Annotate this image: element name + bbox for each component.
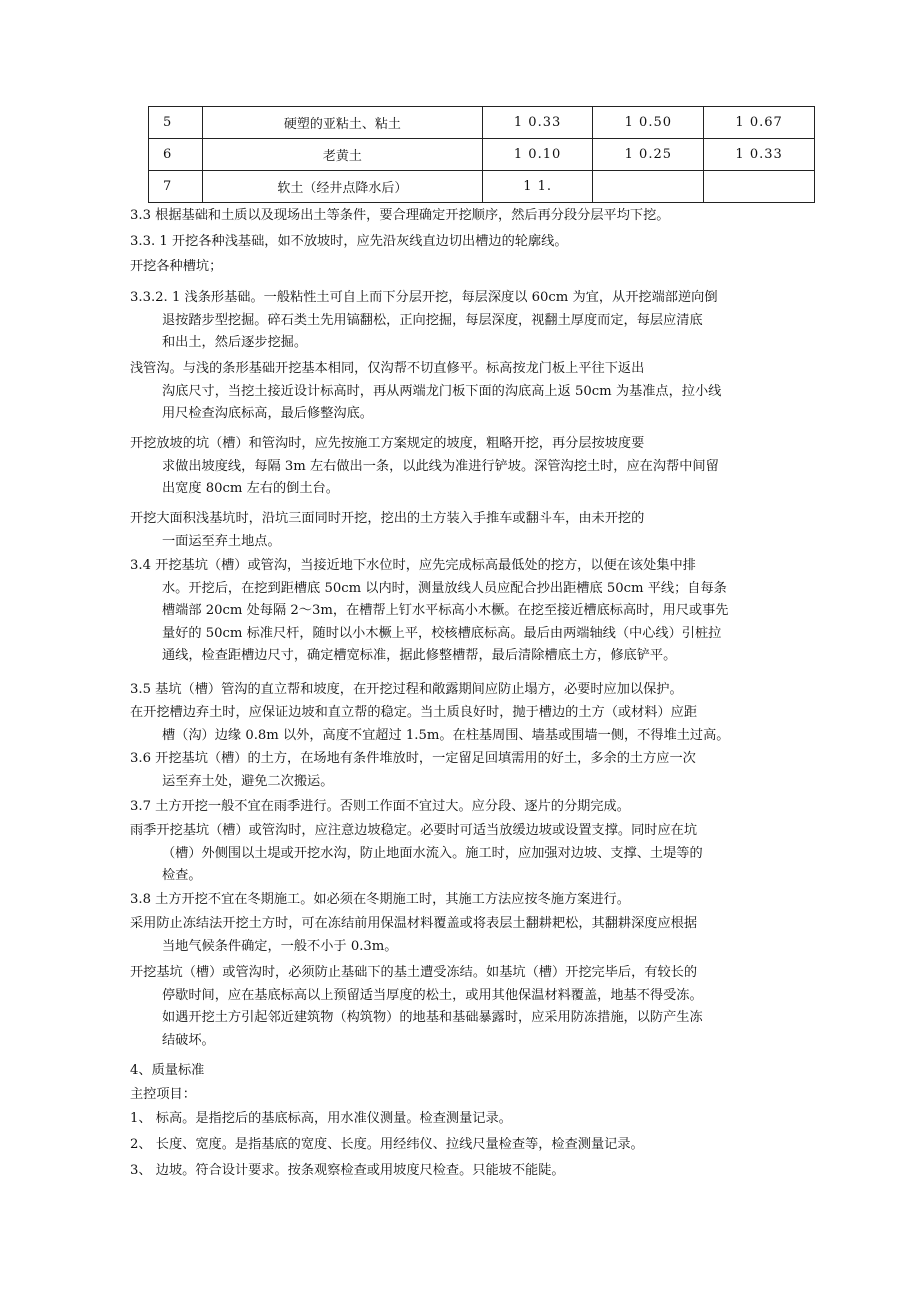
text-line: 量好的 50cm 标准尺杆，随时以小木橛上平，校核槽底标高。最后由两端轴线（中心线）引桩拉 [162,625,722,641]
table-row [149,139,815,171]
paragraph [130,889,820,912]
paragraph [130,820,820,888]
soil-type: 老黄土 [203,139,483,171]
paragraph [130,433,820,501]
text-line: 3、 边坡。符合设计要求。按条观察检查或用坡度尺检查。只能坡不能陡。 [130,1163,565,1178]
text-line: 水。开挖后，在挖到距槽底 50cm 以内时，测量放线人员应配合抄出距槽底 50cm 平线；自每条 [162,580,727,596]
paragraph [130,555,820,668]
text-line: 停歇时间，应在基底标高以上预留适当厚度的松土，或用其他保温材料覆盖，地基不得受冻。 [162,987,703,1003]
text-line: 用尺检查沟底标高，最后修整沟底。 [162,406,373,421]
text-line: 4、质量标准 [130,1063,205,1078]
text-line: 3.4 开挖基坑（槽）或管沟，当接近地下水位时，应先完成标高最低处的挖方，以便在该处集中排 [130,558,696,573]
text-line: 3.8 土方开挖不宜在冬期施工。如必须在冬期施工时，其施工方法应按冬施方案进行。 [130,892,630,907]
text-line: 和出土，然后逐步挖掘。 [162,335,308,350]
text-line: 3.3. 1 开挖各种浅基础，如不放坡时，应先沿灰线直边切出槽边的轮廓线。 [130,234,568,249]
paragraph [130,748,820,793]
row-number: 6 [149,139,203,171]
paragraph [130,231,820,254]
soil-type: 软土（经井点降水后） [203,171,483,203]
text-line: 当地气候条件确定，一般不小于 0.3m。 [162,938,398,954]
paragraph [130,796,820,819]
text-line: 1、 标高。是指挖后的基底标高，用水准仪测量。检查测量记录。 [130,1111,512,1126]
text-line: 3.5 基坑（槽）管沟的直立帮和坡度，在开挖过程和敞露期间应防止塌方，必要时应加以保护。 [130,682,683,697]
list-item [130,1134,820,1157]
text-line: 求做出坡度线，每隔 3m 左右做出一条，以此线为准进行铲坡。深管沟挖土时，应在沟帮中间留 [162,458,719,474]
slope-value: 1 0.50 [593,107,704,139]
slope-value: 1 1. [482,171,593,203]
text-line: 3.3 根据基础和土质以及现场出土等条件，要合理确定开挖顺序，然后再分段分层平均下挖。 [130,208,670,223]
text-line: 开挖各种槽坑； [130,259,223,274]
slope-value: 1 0.25 [593,139,704,171]
text-line: 雨季开挖基坑（槽）或管沟时，应注意边坡稳定。必要时可适当放缓边坡或设置支撑。同时应在坑 [130,823,698,838]
paragraph [130,962,820,1052]
text-line: 沟底尺寸，当挖土接近设计标高时，再从两端龙门板下面的沟底高上返 50cm 为基准点，拉小线 [162,383,722,399]
list-item [130,1108,820,1131]
text-line: 在开挖槽边弃土时，应保证边坡和直立帮的稳定。当土质良好时，抛于槽边的土方（或材料）应距 [130,705,698,720]
paragraph [130,358,820,426]
table-row [149,107,815,139]
text-line: 结破坏。 [162,1032,215,1048]
text-line: 槽（沟）边缘 0.8m 以外，高度不宜超过 1.5m。在柱基周围、墙基或围墙一侧，不得堆土过高。 [162,727,730,743]
text-line: 2、 长度、宽度。是指基底的宽度、长度。用经纬仪、拉线尺量检查等，检查测量记录。 [130,1137,644,1152]
paragraph [130,508,820,553]
section-heading [130,1060,820,1083]
text-line: 3.7 土方开挖一般不宜在雨季进行。否则工作面不宜过大。应分段、逐片的分期完成。 [130,799,630,814]
text-line: 槽端部 20cm 处每隔 2～3m，在槽帮上钉水平标高小木橛。在挖至接近槽底标高时，用尺或事先 [162,603,729,618]
row-number: 7 [149,171,203,203]
paragraph [130,913,820,958]
paragraph [130,287,820,355]
text-line: 主控项目： [130,1087,196,1102]
text-line: 一面运至弃土地点。 [162,533,281,549]
paragraph [130,679,820,702]
slope-value: 1 0.10 [482,139,593,171]
list-item [130,1160,820,1183]
paragraph [130,256,820,279]
paragraph [130,1084,820,1107]
text-line: 3.6 开挖基坑（槽）的土方，在场地有条件堆放时，一定留足回填需用的好土，多余的土方应一次 [130,751,696,766]
text-line: 退按踏步型挖掘。碎石类土先用镐翻松，正向挖掘，每层深度，视翻土厚度而定，每层应清底 [162,312,703,328]
slope-value: 1 0.33 [482,107,593,139]
text-line: 运至弃土处，避免二次搬运。 [162,773,334,789]
text-line: 浅管沟。与浅的条形基础开挖基本相同，仅沟帮不切直修平。标高按龙门板上平往下返出 [130,361,645,376]
slope-value [704,171,815,203]
text-line: 3.3.2. 1 浅条形基础。一般粘性土可自上而下分层开挖，每层深度以 60cm 为宜，从开挖端部逆向倒 [130,290,718,305]
text-line: 通线，检查距槽边尺寸，确定槽宽标准，据此修整槽帮，最后清除槽底土方，修底铲平。 [162,648,677,663]
paragraph [130,205,820,228]
text-line: 如遇开挖土方引起邻近建筑物（构筑物）的地基和基础暴露时，应采用防冻措施，以防产生冻 [162,1010,703,1025]
text-line: 采用防止冻结法开挖土方时，可在冻结前用保温材料覆盖或将表层土翻耕耙松，其翻耕深度应根据 [130,916,698,931]
slope-value: 1 0.33 [704,139,815,171]
row-number: 5 [149,107,203,139]
text-line: 开挖大面积浅基坑时，沿坑三面同时开挖，挖出的土方装入手推车或翻斗车，由未开挖的 [130,511,645,526]
slope-value [593,171,704,203]
slope-table [148,106,815,203]
text-line: 开挖基坑（槽）或管沟时，必须防止基础下的基土遭受冻结。如基坑（槽）开挖完毕后，有较长的 [130,965,698,980]
text-line: 出宽度 80cm 左右的倒土台。 [162,481,339,496]
table-row [149,171,815,203]
text-line: （槽）外侧围以土堤或开挖水沟，防止地面水流入。施工时，应加强对边坡、支撑、土堤等的 [162,845,703,861]
text-line: 开挖放坡的坑（槽）和管沟时，应先按施工方案规定的坡度，粗略开挖，再分层按坡度要 [130,436,645,451]
slope-value: 1 0.67 [704,107,815,139]
paragraph [130,702,820,747]
text-line: 检查。 [162,868,202,883]
soil-type: 硬塑的亚粘土、粘土 [203,107,483,139]
